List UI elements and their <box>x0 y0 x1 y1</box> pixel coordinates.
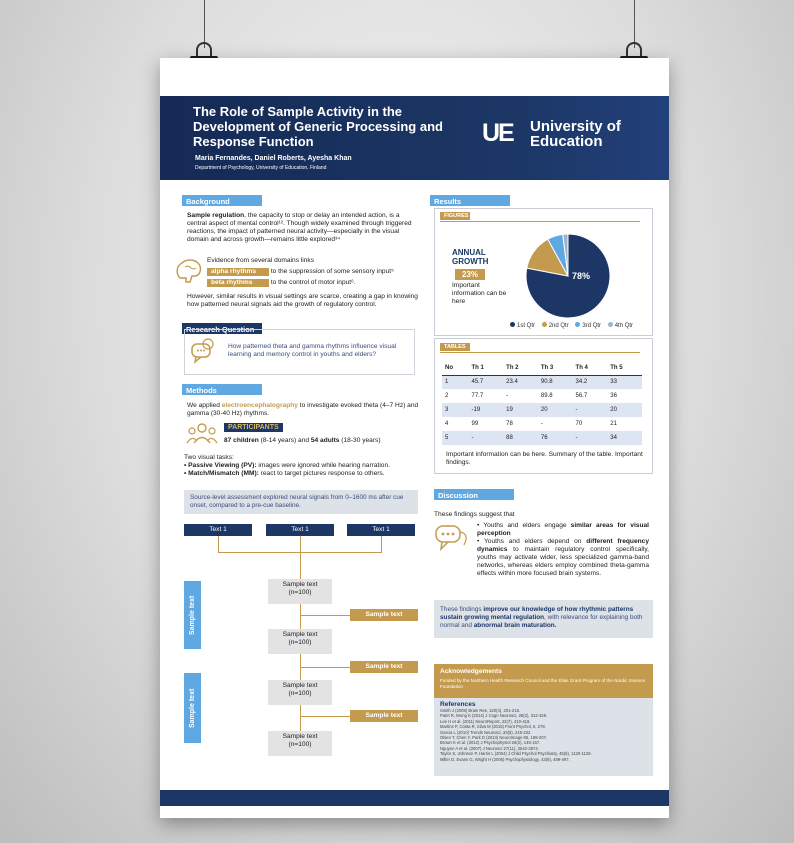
task-2 <box>184 470 429 478</box>
table-summary: Important information can be here. Summary of the table. Important findings. <box>446 451 643 466</box>
discussion-points <box>477 522 649 578</box>
reference-item: Brown K et al. (2012) J Psychophysiol 26(2), 145-157. <box>440 740 541 746</box>
section-discussion: Discussion <box>434 489 514 500</box>
section-research-question: Research Question <box>182 323 262 334</box>
flow-line <box>300 667 350 668</box>
ack-text: Funded by the Northern Health Research Council and the Elias Grant Program of the Nordic Science Foundation <box>440 678 646 689</box>
cell: 4 <box>445 421 449 427</box>
table-row <box>442 375 642 389</box>
cell: 99 <box>471 421 479 427</box>
flow-line <box>300 604 301 629</box>
flow-branch-2: Sample text <box>350 661 418 673</box>
point1-b: similar areas for visual perception <box>477 522 649 537</box>
background-text <box>187 212 419 244</box>
conclusion-a: These findings <box>440 606 484 613</box>
th-4: Th 4 <box>573 361 608 375</box>
table-row <box>442 431 642 445</box>
th-5: Th 5 <box>607 361 642 375</box>
reference-item: Patel R, Wong K (2014) J Cogn Neurosci, 26(2), 312-329. <box>440 713 548 719</box>
department: Department of Psychology, University of Education, Finland <box>195 165 327 171</box>
task2-text: react to target pictures response to others. <box>258 470 385 477</box>
box-count: (n=100) <box>288 741 312 748</box>
cell: -19 <box>468 403 503 417</box>
box-label: Sample text <box>282 682 318 689</box>
discussion-point-2 <box>477 538 649 578</box>
cell: 76 <box>538 431 573 445</box>
reference-item: Smith J (2008) Brain Res, 120(4), 201-215. <box>440 708 521 713</box>
flow-line <box>381 536 382 552</box>
refs-heading: References <box>440 701 476 708</box>
section-methods: Methods <box>182 384 262 395</box>
point1-a: • Youths and elders engage <box>477 522 571 529</box>
cell: 33 <box>607 375 642 389</box>
reference-item: Olsen T, Chen Y, Park D (2013) NeuroImage 65, 198-207. <box>440 735 548 741</box>
flow-line <box>300 705 301 731</box>
pie-slice-label: 78% <box>571 271 591 281</box>
legend-q4-label: 4th Qtr <box>614 323 634 329</box>
alpha-row <box>207 268 427 276</box>
th-1: Th 1 <box>468 361 503 375</box>
cell: - <box>540 421 543 427</box>
box-label: Sample text <box>282 581 318 588</box>
poster-footer <box>160 790 669 806</box>
flow-top-1: Text 1 <box>184 524 252 536</box>
cell: 78 <box>506 421 513 427</box>
cell: 34 <box>607 431 642 445</box>
brain-icon <box>174 258 204 284</box>
task1-label: • Passive Viewing (PV): <box>184 462 257 469</box>
cell: 20 <box>538 403 573 417</box>
flow-box-2 <box>268 629 332 654</box>
methods-intro-a: We applied <box>187 402 222 409</box>
background-p1: , the capacity to stop or delay an intended action, is a central aspect of mental control¹². Though widely examined through triggered reactions, the impact of patterned neural activity—especially in the visual domain and across growth—remains little explored³⁴ <box>187 212 412 243</box>
reference-item: Lee H et al. (2011) NeuroReport, 22(7), 410-418. <box>440 718 531 724</box>
legend-q1 <box>510 323 535 329</box>
poster <box>160 58 669 818</box>
cell: 77.7 <box>471 393 484 399</box>
references <box>434 698 653 776</box>
box-label: Sample text <box>282 733 318 740</box>
speech-bubble-icon <box>190 338 218 364</box>
th-3: Th 3 <box>538 361 573 375</box>
task1-text: images were ignored while hearing narration. <box>256 462 390 469</box>
flow-top-2: Text 1 <box>266 524 334 536</box>
cell: 45.7 <box>468 375 503 389</box>
discussion-point-1 <box>477 522 649 538</box>
cell: 5 <box>442 431 468 445</box>
cell: 1 <box>442 375 468 389</box>
people-icon <box>186 422 218 444</box>
point2-b: different frequency dynamics <box>477 538 649 553</box>
children-count: 87 children <box>224 437 259 444</box>
task2-label: • Match/Mismatch (MM): <box>184 470 259 477</box>
children-age: (8-14 years) and <box>258 437 311 444</box>
conclusion-c: , with relevance for explaining both normal and <box>440 614 643 629</box>
data-table <box>442 361 642 445</box>
cell: 21 <box>610 421 617 427</box>
box-count: (n=100) <box>288 690 312 697</box>
poster-header <box>160 96 669 180</box>
tasks-intro: Two visual tasks: <box>184 454 234 461</box>
adults-age: (18-30 years) <box>339 437 381 444</box>
legend-q3 <box>575 323 601 329</box>
section-results: Results <box>430 195 510 206</box>
flow-top-3: Text 1 <box>347 524 415 536</box>
question-text: How patterned theta and gamma rhythms influence visual learning and memory control in youths and elders? <box>228 343 397 358</box>
table-header <box>442 361 642 375</box>
background-bold: Sample regulation <box>187 212 245 219</box>
flow-line <box>300 716 350 717</box>
reference-item: Miller D, Evans G, Wright H (2006) Psychophysiology, 43(6), 489-497. <box>440 756 570 762</box>
conclusion-b: improve our knowledge of how rhythmic patterns sustain growing mental regulation <box>440 606 634 621</box>
cell: 90.8 <box>538 375 573 389</box>
cell: - <box>506 393 509 399</box>
poster-title: The Role of Sample Activity in the Development of Generic Processing and Response Function <box>193 104 443 149</box>
participants-label: PARTICIPANTS <box>224 423 283 432</box>
box-count: (n=100) <box>288 639 312 646</box>
reference-list <box>440 708 647 762</box>
cell: 70 <box>575 421 583 427</box>
university-logo: UE <box>482 119 513 147</box>
methods-intro <box>187 402 419 418</box>
flow-box-4 <box>268 731 332 756</box>
table-row <box>442 403 642 417</box>
beta-row <box>207 279 427 287</box>
th-no: No <box>442 361 468 375</box>
flow-branch-3: Sample text <box>350 710 418 722</box>
acknowledgements <box>434 664 653 698</box>
legend-q3-label: 3rd Qtr <box>582 323 602 329</box>
pie-chart <box>523 231 613 321</box>
beta-text: to the control of motor input⁶. <box>270 279 356 286</box>
flow-line <box>300 552 301 579</box>
annual-growth-pct: 23% <box>455 269 485 280</box>
reference-item: Nguyen A et al. (2007) J Neurosci 27(11), 3542-3574. <box>440 745 539 751</box>
beta-tag: beta rhythms <box>207 279 269 287</box>
methods-intro-b: to investigate evoked theta (4–7 Hz) and gamma (30-40 Hz) rhythms. <box>187 402 419 417</box>
cell: - <box>468 431 503 445</box>
reference-item: Martins P, Costa R, Silva M (2015) Front Psychol, 6, 278. <box>440 724 546 730</box>
legend-q1-label: 1st Qtr <box>517 323 536 329</box>
reference-item: Garcia L (2010) Trends Neurosci, 33(5), 215-222. <box>440 729 532 735</box>
point2-a: • Youths and elders depend on <box>477 538 587 545</box>
cell: 20 <box>607 403 642 417</box>
box-count: (n=100) <box>288 589 312 596</box>
cell: - <box>573 403 608 417</box>
legend-q4 <box>608 323 633 329</box>
ack-heading: Acknowledgements <box>440 668 502 675</box>
reference-item: Taylor S, Johnson P, Harris L (2004) J Child Psychol Psychiatry, 45(8), 1120-1128. <box>440 751 592 757</box>
flow-box-1 <box>268 579 332 604</box>
figures-label: FIGURES <box>440 212 470 220</box>
cell: 34.2 <box>573 375 608 389</box>
annual-growth-title: ANNUAL GROWTH <box>452 248 489 266</box>
flow-branch-1: Sample text <box>350 609 418 621</box>
pie-legend <box>510 322 650 329</box>
flow-line <box>300 615 350 616</box>
authors: Maria Fernandes, Daniel Roberts, Ayesha Khan <box>195 155 352 162</box>
flow-side-2: Sample text <box>184 673 201 743</box>
table-row <box>442 389 642 403</box>
legend-q2 <box>542 323 569 329</box>
cell: 88 <box>503 431 538 445</box>
alpha-tag: alpha rhythms <box>207 268 269 276</box>
cell: 36 <box>610 393 617 399</box>
evidence-text: Evidence from several domains links <box>207 257 315 264</box>
background-p2: However, similar results in visual settings are scarce, creating a gap in knowing how patterned neural signals aid the growth of regulatory control. <box>187 293 418 308</box>
cell: 2 <box>445 393 449 399</box>
alpha-text: to the suppression of some sensory input⁵ <box>270 268 394 275</box>
box-label: Sample text <box>282 631 318 638</box>
methods-highlight: electroencephalography <box>221 402 298 409</box>
university-name: University of Education <box>530 118 621 150</box>
tables-label: TABLES <box>440 343 470 351</box>
flow-line <box>300 536 301 552</box>
discussion-intro: These findings suggest that <box>434 511 515 518</box>
table-row <box>442 417 642 431</box>
cell: 56.7 <box>575 393 588 399</box>
cell: 89.8 <box>540 393 553 399</box>
cell: 3 <box>442 403 468 417</box>
section-background: Background <box>182 195 262 206</box>
cell: 19 <box>503 403 538 417</box>
cell: 23.4 <box>503 375 538 389</box>
adults-count: 54 adults <box>310 437 340 444</box>
annual-growth-note: Important information can be here <box>452 282 507 305</box>
flow-side-1: Sample text <box>184 581 201 649</box>
methods-note: Source-level assessment explored neural signals from 0–1600 ms after cue onset, compared to a pre-cue baseline. <box>184 490 418 514</box>
conclusion-box <box>434 600 653 638</box>
flow-box-3 <box>268 680 332 705</box>
chat-icon <box>434 524 468 552</box>
point2-c: to maintain regulatory control specifically, youths may activate wider, less specialized gamma-band networks, whereas elders employ combined theta-gamma effects within more focused brain systems. <box>477 546 649 577</box>
cell: - <box>573 431 608 445</box>
th-2: Th 2 <box>503 361 538 375</box>
conclusion-d: abnormal brain maturation. <box>473 622 557 629</box>
participants-text <box>224 437 424 445</box>
flow-line <box>218 536 219 552</box>
legend-q2-label: 2nd Qtr <box>548 323 569 329</box>
task-1 <box>184 462 429 470</box>
